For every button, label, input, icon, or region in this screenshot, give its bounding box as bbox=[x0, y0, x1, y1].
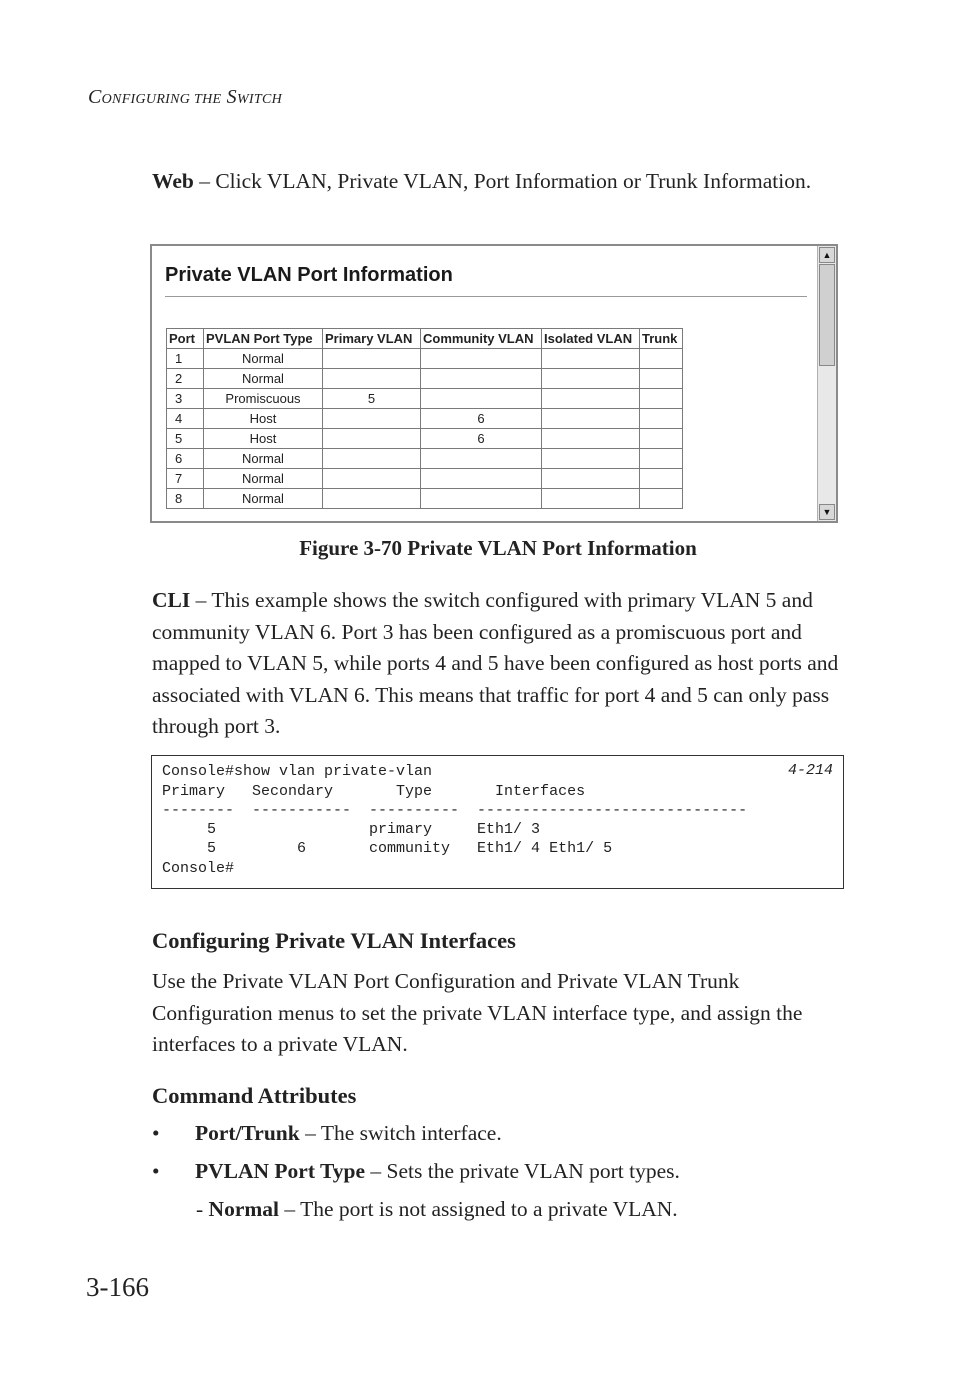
sub-term: Normal bbox=[208, 1197, 279, 1221]
bullet-term: PVLAN Port Type bbox=[195, 1159, 365, 1183]
figure-caption: Figure 3-70 Private VLAN Port Information bbox=[299, 536, 697, 560]
cell-primary bbox=[323, 349, 421, 369]
command-reference: 4-214 bbox=[787, 762, 833, 779]
cell-trunk bbox=[640, 449, 683, 469]
bullet-marker: • bbox=[152, 1121, 160, 1145]
cell-trunk bbox=[640, 409, 683, 429]
cell-type: Normal bbox=[204, 349, 323, 369]
col-trunk: Trunk bbox=[640, 329, 683, 349]
table-row bbox=[167, 409, 683, 429]
col-community-vlan: Community VLAN bbox=[421, 329, 542, 349]
sub-marker: - bbox=[196, 1197, 209, 1221]
cell-community: 6 bbox=[421, 429, 542, 449]
scrollbar-thumb[interactable] bbox=[819, 264, 835, 366]
panel-title: Private VLAN Port Information bbox=[165, 264, 453, 286]
cell-type: Normal bbox=[204, 369, 323, 389]
cell-port: 3 bbox=[167, 389, 204, 409]
cell-trunk bbox=[640, 489, 683, 509]
cell-type: Normal bbox=[204, 489, 323, 509]
scroll-up-icon[interactable]: ▲ bbox=[819, 247, 835, 263]
cell-primary bbox=[323, 409, 421, 429]
pvlan-port-table bbox=[166, 328, 683, 509]
cell-type: Normal bbox=[204, 469, 323, 489]
cell-community bbox=[421, 449, 542, 469]
code-block bbox=[151, 755, 844, 889]
cell-isolated bbox=[542, 369, 640, 389]
cell-type: Normal bbox=[204, 449, 323, 469]
bullet-text bbox=[195, 1121, 502, 1146]
code-line: Console#show vlan private-vlan bbox=[162, 763, 433, 780]
cell-isolated bbox=[542, 489, 640, 509]
col-isolated-vlan: Isolated VLAN bbox=[542, 329, 640, 349]
running-head bbox=[88, 86, 282, 109]
cell-community bbox=[421, 489, 542, 509]
web-label: Web bbox=[152, 169, 194, 193]
cell-isolated bbox=[542, 449, 640, 469]
table-header-row bbox=[167, 329, 683, 349]
col-pvlan-port-type: PVLAN Port Type bbox=[204, 329, 323, 349]
cell-type: Host bbox=[204, 409, 323, 429]
bullet-marker: • bbox=[152, 1159, 160, 1183]
cell-isolated bbox=[542, 349, 640, 369]
section-heading: Configuring Private VLAN Interfaces bbox=[152, 928, 516, 953]
cell-port: 6 bbox=[167, 449, 204, 469]
screenshot-panel bbox=[150, 244, 838, 523]
title-rule bbox=[165, 296, 807, 297]
cell-isolated bbox=[542, 389, 640, 409]
code-line: 5 primary Eth1/ 3 bbox=[162, 821, 541, 838]
running-head-initial: C bbox=[88, 86, 102, 108]
running-head-text-2: WITCH bbox=[236, 92, 283, 107]
bullet-text bbox=[195, 1159, 680, 1184]
cell-trunk bbox=[640, 389, 683, 409]
cell-isolated bbox=[542, 469, 640, 489]
running-head-text: ONFIGURING THE bbox=[101, 92, 222, 107]
cell-trunk bbox=[640, 349, 683, 369]
table-row bbox=[167, 449, 683, 469]
bullet-term: Port/Trunk bbox=[195, 1121, 300, 1145]
cell-port: 8 bbox=[167, 489, 204, 509]
running-head-initial-2: S bbox=[226, 86, 237, 108]
scroll-down-icon[interactable]: ▼ bbox=[819, 504, 835, 520]
cell-port: 1 bbox=[167, 349, 204, 369]
table-row bbox=[167, 429, 683, 449]
cell-isolated bbox=[542, 409, 640, 429]
table-row bbox=[167, 369, 683, 389]
cell-primary bbox=[323, 429, 421, 449]
col-primary-vlan: Primary VLAN bbox=[323, 329, 421, 349]
sub-item bbox=[196, 1197, 678, 1222]
cell-type: Host bbox=[204, 429, 323, 449]
cell-community bbox=[421, 469, 542, 489]
cell-trunk bbox=[640, 429, 683, 449]
cell-community bbox=[421, 389, 542, 409]
cli-label: CLI bbox=[152, 588, 191, 612]
cell-primary: 5 bbox=[323, 389, 421, 409]
code-line: Console# bbox=[162, 860, 235, 877]
vertical-scrollbar[interactable] bbox=[817, 246, 836, 521]
section-paragraph: Use the Private VLAN Port Configuration and Private VLAN Trunk Configuration menus to set the private VLAN interface type, and assign the interfaces to a private VLAN. bbox=[152, 969, 803, 1056]
cell-trunk bbox=[640, 469, 683, 489]
cell-primary bbox=[323, 369, 421, 389]
code-line: 5 6 community Eth1/ 4 Eth1/ 5 bbox=[162, 840, 613, 857]
sub-desc: – The port is not assigned to a private VLAN. bbox=[279, 1197, 678, 1221]
page-number: 3-166 bbox=[86, 1272, 149, 1302]
attributes-heading: Command Attributes bbox=[152, 1083, 357, 1108]
web-text: – Click VLAN, Private VLAN, Port Information or Trunk Information. bbox=[193, 169, 812, 193]
bullet-desc: – The switch interface. bbox=[299, 1121, 502, 1145]
cli-paragraph bbox=[152, 585, 847, 743]
code-line: Primary Secondary Type Interfaces bbox=[162, 783, 586, 800]
cell-primary bbox=[323, 489, 421, 509]
table-row bbox=[167, 489, 683, 509]
cell-port: 4 bbox=[167, 409, 204, 429]
col-port: Port bbox=[167, 329, 204, 349]
table-row bbox=[167, 389, 683, 409]
cell-community bbox=[421, 369, 542, 389]
cell-type: Promiscuous bbox=[204, 389, 323, 409]
bullet-desc: – Sets the private VLAN port types. bbox=[365, 1159, 680, 1183]
cell-trunk bbox=[640, 369, 683, 389]
cell-community bbox=[421, 349, 542, 369]
table-row bbox=[167, 469, 683, 489]
cli-text: – This example shows the switch configured with primary VLAN 5 and community VLAN 6. Port 3 has been configured as a promiscuous port and mapped to VLAN 5, while ports 4 and 5 have been configured as host ports and associated with VLAN 6. This means that traffic for port 4 and 5 can only pass through port 3. bbox=[152, 588, 839, 738]
cell-port: 2 bbox=[167, 369, 204, 389]
cell-community: 6 bbox=[421, 409, 542, 429]
code-line: -------- ----------- ---------- ------------------------------ bbox=[162, 802, 748, 819]
cell-primary bbox=[323, 469, 421, 489]
web-paragraph bbox=[152, 166, 847, 198]
table-row bbox=[167, 349, 683, 369]
cell-isolated bbox=[542, 429, 640, 449]
cell-port: 7 bbox=[167, 469, 204, 489]
cell-primary bbox=[323, 449, 421, 469]
cell-port: 5 bbox=[167, 429, 204, 449]
